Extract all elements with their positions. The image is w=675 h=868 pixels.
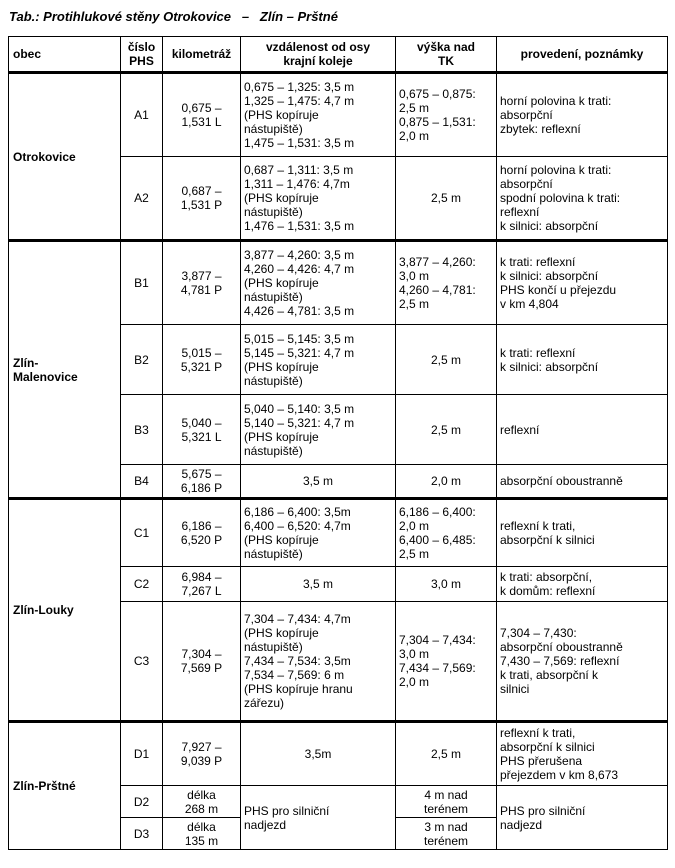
vzdalenost-cell: 5,015 – 5,145: 3,5 m 5,145 – 5,321: 4,7 m (PHS kopíruje nástupiště) [241,325,396,395]
kilometraz-cell: 6,984 – 7,267 L [163,567,241,602]
kilometraz-cell: 5,015 – 5,321 P [163,325,241,395]
vzdalenost-cell: 3,877 – 4,260: 3,5 m 4,260 – 4,426: 4,7 m (PHS kopíruje nástupiště) 4,426 – 4,781: 3,5 m [241,241,396,325]
vyska-cell: 2,5 m [396,395,497,465]
kilometraz-cell: 6,186 – 6,520 P [163,499,241,567]
noise-barrier-table [8,36,668,850]
provedeni-cell: k trati: reflexní k silnici: absorpční PHS končí u přejezdu v km 4,804 [497,241,668,325]
vyska-cell: 2,5 m [396,157,497,241]
header-kilometraz: kilometráž [163,37,241,73]
provedeni-cell: reflexní k trati, absorpční k silnici [497,499,668,567]
obec-cell: Otrokovice [9,73,121,241]
table-row [9,499,668,567]
provedeni-cell: k trati: absorpční, k domům: reflexní [497,567,668,602]
phs-id: C2 [121,567,163,602]
vyska-cell: 2,5 m [396,325,497,395]
kilometraz-cell: 0,675 – 1,531 L [163,73,241,157]
vyska-cell: 2,0 m [396,465,497,499]
vzdalenost-cell: 3,5 m [241,567,396,602]
provedeni-cell: reflexní k trati, absorpční k silnici PHS přerušena přejezdem v km 8,673 [497,722,668,786]
phs-id: D2 [121,786,163,818]
vzdalenost-cell: 0,687 – 1,311: 3,5 m 1,311 – 1,476: 4,7m (PHS kopíruje nástupiště) 1,476 – 1,531: 3,5 m [241,157,396,241]
kilometraz-cell: 0,687 – 1,531 P [163,157,241,241]
phs-id: A2 [121,157,163,241]
kilometraz-cell: délka 268 m [163,786,241,818]
vzdalenost-cell: 0,675 – 1,325: 3,5 m 1,325 – 1,475: 4,7 m (PHS kopíruje nástupiště) 1,475 – 1,531: 3,5 m [241,73,396,157]
vyska-cell: 3,877 – 4,260: 3,0 m 4,260 – 4,781: 2,5 m [396,241,497,325]
phs-id: C1 [121,499,163,567]
phs-id: D1 [121,722,163,786]
header-cislo-phs: číslo PHS [121,37,163,73]
phs-id: C3 [121,602,163,722]
vzdalenost-cell: 5,040 – 5,140: 3,5 m 5,140 – 5,321: 4,7 m (PHS kopíruje nástupiště) [241,395,396,465]
table-row [9,722,668,786]
vzdalenost-cell: 7,304 – 7,434: 4,7m (PHS kopíruje nástupiště) 7,434 – 7,534: 3,5m 7,534 – 7,569: 6 m (PHS kopíruje hranu zářezu) [241,602,396,722]
kilometraz-cell: délka 135 m [163,818,241,850]
table-row [9,241,668,325]
header-vyska: výška nad TK [396,37,497,73]
table-row [9,73,668,157]
vyska-cell: 3,0 m [396,567,497,602]
provedeni-cell: reflexní [497,395,668,465]
provedeni-cell: PHS pro silniční nadjezd [497,786,668,850]
table-caption: Tab.: Protihlukové stěny Otrokovice – Zlín – Prštné [9,9,338,24]
phs-id: D3 [121,818,163,850]
vyska-cell: 7,304 – 7,434: 3,0 m 7,434 – 7,569: 2,0 m [396,602,497,722]
header-vzdalenost: vzdálenost od osy krajní koleje [241,37,396,73]
phs-id: B2 [121,325,163,395]
vyska-cell: 3 m nad terénem [396,818,497,850]
phs-id: A1 [121,73,163,157]
vzdalenost-cell: PHS pro silniční nadjezd [241,786,396,850]
obec-cell: Zlín- Malenovice [9,241,121,499]
kilometraz-cell: 7,304 – 7,569 P [163,602,241,722]
vzdalenost-cell: 3,5m [241,722,396,786]
provedeni-cell: absorpční oboustranně [497,465,668,499]
provedeni-cell: 7,304 – 7,430: absorpční oboustranně 7,430 – 7,569: reflexní k trati, absorpční k silnici [497,602,668,722]
provedeni-cell: horní polovina k trati: absorpční zbytek: reflexní [497,73,668,157]
kilometraz-cell: 7,927 – 9,039 P [163,722,241,786]
vyska-cell: 0,675 – 0,875: 2,5 m 0,875 – 1,531: 2,0 m [396,73,497,157]
obec-cell: Zlín-Louky [9,499,121,722]
vyska-cell: 2,5 m [396,722,497,786]
vzdalenost-cell: 3,5 m [241,465,396,499]
kilometraz-cell: 3,877 – 4,781 P [163,241,241,325]
provedeni-cell: k trati: reflexní k silnici: absorpční [497,325,668,395]
phs-id: B1 [121,241,163,325]
kilometraz-cell: 5,675 – 6,186 P [163,465,241,499]
vyska-cell: 4 m nad terénem [396,786,497,818]
kilometraz-cell: 5,040 – 5,321 L [163,395,241,465]
phs-id: B3 [121,395,163,465]
vyska-cell: 6,186 – 6,400: 2,0 m 6,400 – 6,485: 2,5 m [396,499,497,567]
header-obec: obec [9,37,121,73]
provedeni-cell: horní polovina k trati: absorpční spodní polovina k trati: reflexní k silnici: absorpční [497,157,668,241]
phs-id: B4 [121,465,163,499]
header-provedeni: provedení, poznámky [497,37,668,73]
obec-cell: Zlín-Prštné [9,722,121,850]
vzdalenost-cell: 6,186 – 6,400: 3,5m 6,400 – 6,520: 4,7m (PHS kopíruje nástupiště) [241,499,396,567]
